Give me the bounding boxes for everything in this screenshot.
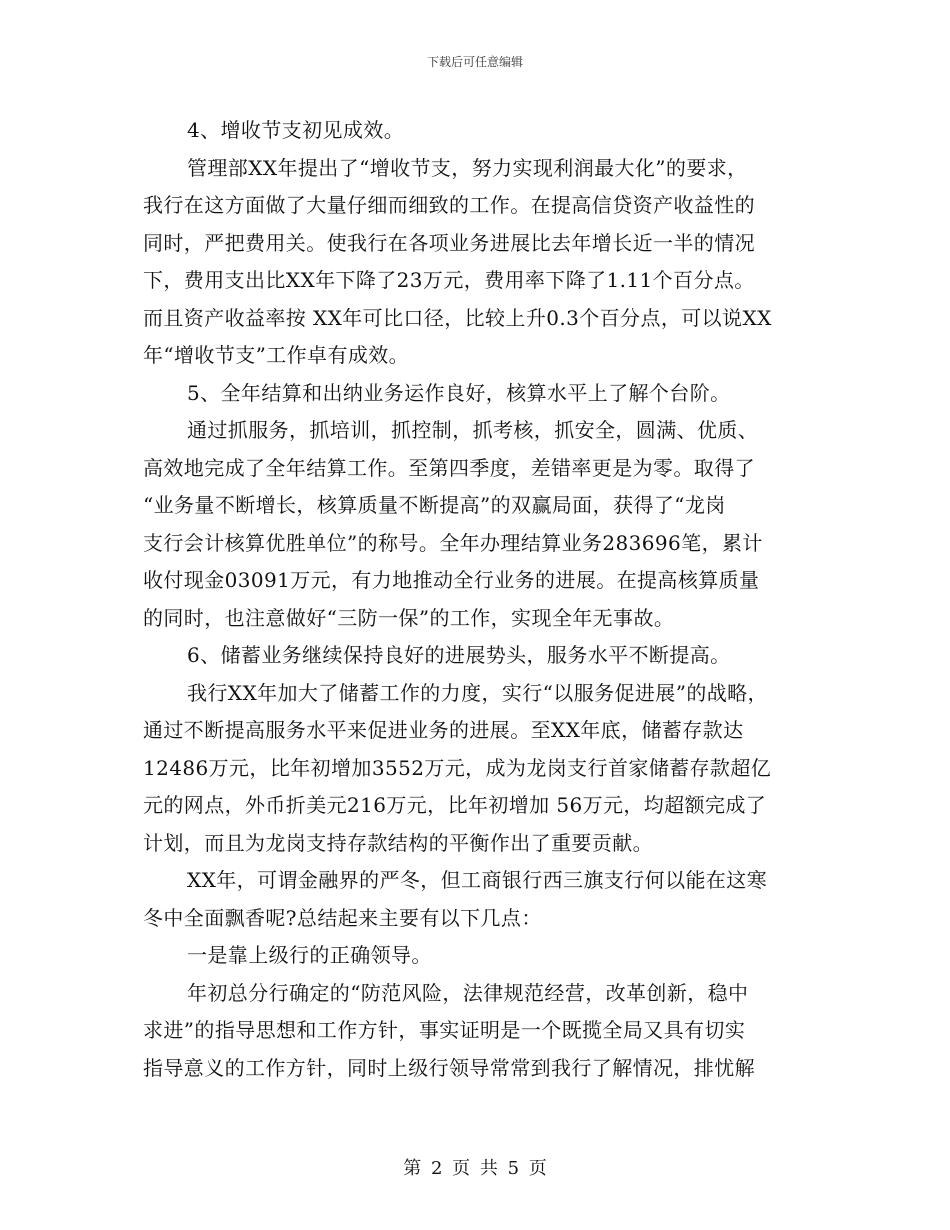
- text-line: 年初总分行确定的“防范风险，法律规范经营，改革创新，稳中: [187, 980, 749, 1005]
- text-line: 元的网点，外币折美元216万元，比年初增加 56万元，均超额完成了: [143, 793, 767, 817]
- page-footer: 第 2 页 共 5 页: [403, 1158, 547, 1179]
- text-line: 6、储蓄业务继续保持良好的进展势头，服务水平不断提高。: [187, 643, 731, 667]
- text-line: 冬中全面飘香呢?总结起来主要有以下几点：: [143, 905, 542, 930]
- text-line: 管理部XX年提出了“增收节支，努力实现利润最大化”的要求，: [187, 155, 748, 180]
- text-line: 4、增收节支初见成效。: [187, 118, 405, 142]
- text-line: 支行会计核算优胜单位”的称号。全年办理结算业务283696笔，累计: [143, 530, 763, 555]
- text-line: 通过不断提高服务水平来促进业务的进展。至XX年底，储蓄存款达: [143, 718, 744, 742]
- text-line: 12486万元，比年初增加3552万元，成为龙岗支行首家储蓄存款超亿: [143, 755, 772, 780]
- text-line: 通过抓服务，抓培训，抓控制，抓考核，抓安全，圆满、优质、: [187, 418, 759, 442]
- text-line: “业务量不断增长，核算质量不断提高”的双赢局面，获得了“龙岗: [143, 493, 726, 517]
- text-line: 同时，严把费用关。使我行在各项业务进展比去年增长近一半的情况: [143, 230, 755, 255]
- text-line: XX年，可谓金融界的严冬，但工商银行西三旗支行何以能在这寒: [187, 868, 768, 892]
- text-line: 下，费用支出比XX年下降了23万元，费用率下降了1.11个百分点。: [143, 268, 755, 292]
- text-line: 计划，而且为龙岗支持存款结构的平衡作出了重要贡献。: [143, 830, 653, 855]
- text-line: 5、全年结算和出纳业务运作良好，核算水平上了解个台阶。: [187, 380, 731, 405]
- text-line: 的同时，也注意做好“三防一保”的工作，实现全年无事故。: [143, 605, 675, 630]
- text-line: 我行在这方面做了大量仔细而细致的工作。在提高信贷资产收益性的: [143, 193, 755, 217]
- text-line: 求进”的指导思想和工作方针，事实证明是一个既揽全局又具有切实: [143, 1018, 746, 1042]
- text-line: 高效地完成了全年结算工作。至第四季度，差错率更是为零。取得了: [143, 455, 755, 480]
- text-line: 我行XX年加大了储蓄工作的力度，实行“以服务促进展”的战略，: [187, 680, 768, 705]
- text-line: 而且资产收益率按 XX年可比口径，比较上升0.3个百分点，可以说XX: [143, 305, 772, 330]
- text-line: 年“增收节支”工作卓有成效。: [143, 343, 410, 367]
- text-line: 一是靠上级行的正确领导。: [187, 943, 432, 967]
- text-line: 指导意义的工作方针，同时上级行领导常常到我行了解情况，排忧解: [143, 1055, 755, 1080]
- document-body: [143, 112, 818, 1087]
- text-line: 收付现金03091万元，有力地推动全行业务的进展。在提高核算质量: [143, 568, 760, 592]
- page-header: 下载后可任意编辑: [426, 55, 523, 69]
